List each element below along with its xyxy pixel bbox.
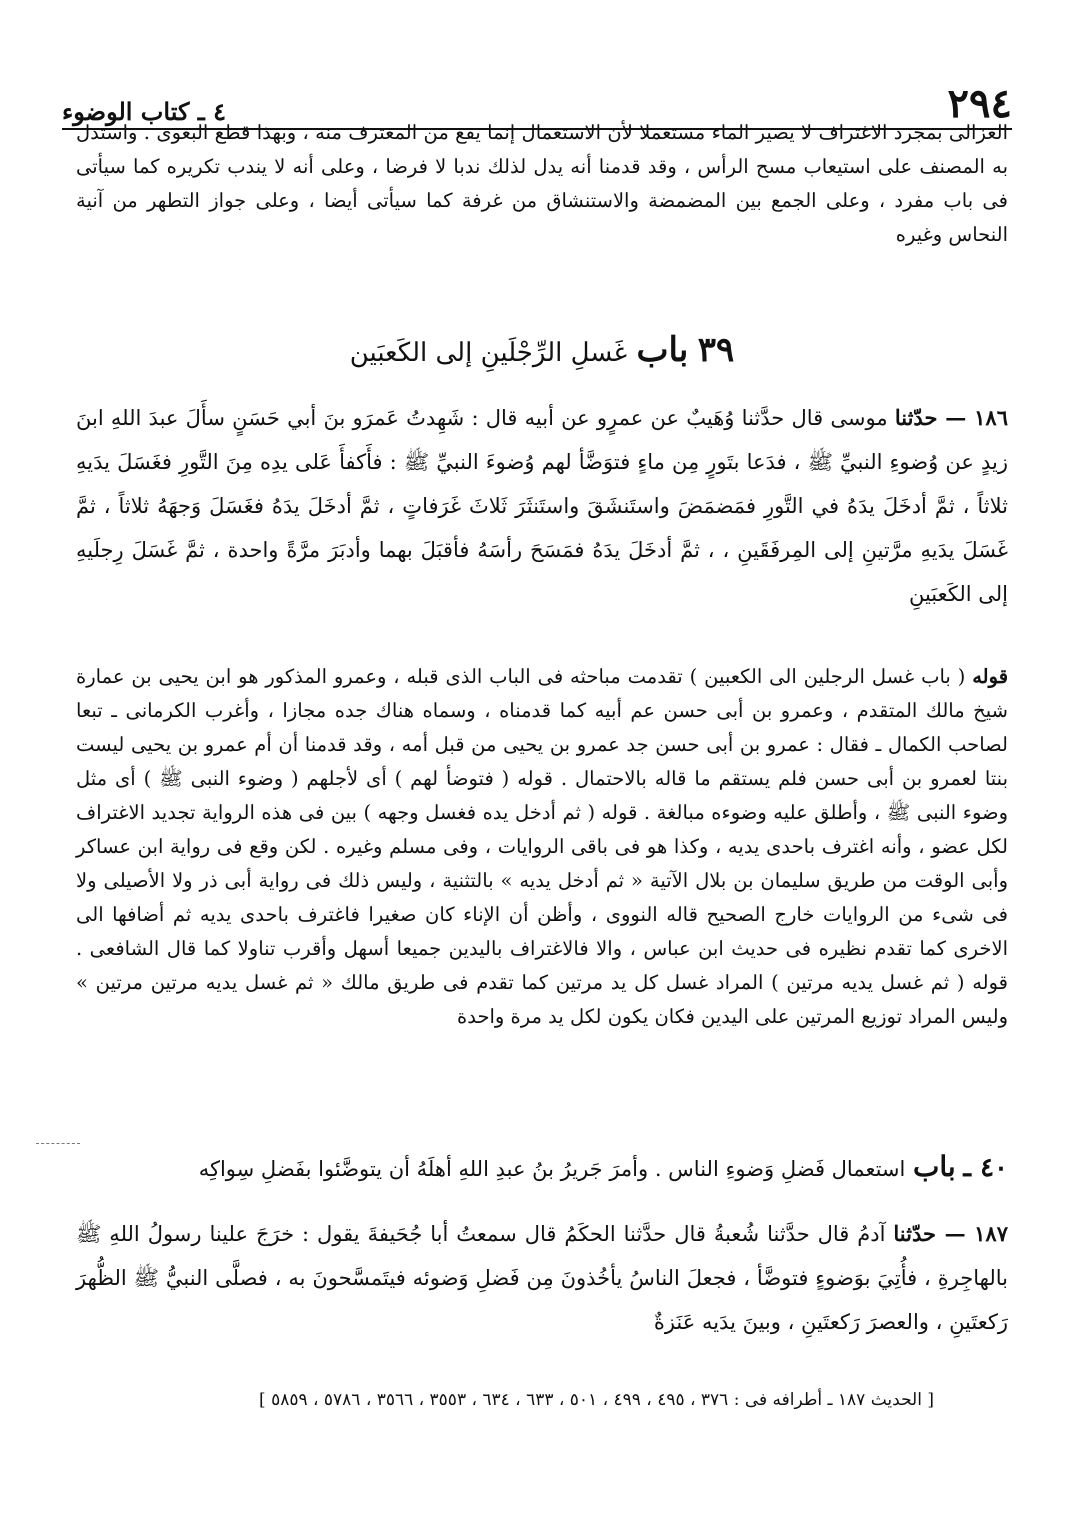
chapter-number: ٣٩	[697, 330, 735, 370]
chapter-title: غَسلِ الرِّجْلَينِ إلى الكَعبَين	[349, 338, 628, 368]
chapter-title: استعمال فَضلِ وَضوءِ الناس . وأمرَ جَريرُ بنُ عبدِ اللهِ أهلَهُ أن يتوضَّئوا بفَضلِ سِواكِه	[198, 1157, 906, 1181]
commentary-continuation: الغزالى بمجرد الاغتراف لا يصير الماء مستعملا لأن الاستعمال إنما يقع من المغترف منه ، وبهذا قطع البغوى . واستدل به المصنف على استيعاب مسح الرأس ، وقد قدمنا أنه يدل لذلك ندبا لا فرضا ، وعلى أنه لا يندب تكريره كما سيأتى فى باب مفرد ، وعلى الجمع بين المضمضة والاستنشاق من غرفة كما سيأتى أيضا ، وعلى جواز التطهر من آنية النحاس وغيره	[76, 121, 1008, 246]
hadith-marker: ١٨٦ — حدّثنا	[894, 405, 1008, 430]
page-number: ٢٩٤	[947, 80, 1012, 127]
hadith-text: آدمُ قال حدَّثنا شُعبةُ قال حدَّثنا الحكَمُ قال سمعتُ أبا جُحَيفةَ يقول : خرَجَ علينا رسولُ اللهِ ﷺ بالهاجِرةِ ، فأُتِيَ بوَضوءٍ فتوضَّأ ، فجعلَ الناسُ يأخُذونَ مِن فَضلِ وَضوئه فيتَمسَّحونَ به ، فصلَّى النبيُّ ﷺ الظُّهرَ رَكعتَينِ ، والعصرَ رَكعتَينِ ، وبينَ يدَيه عَنَزةٌ	[76, 1222, 1008, 1334]
running-head: ٤ ـ كتاب الوضوء	[62, 97, 227, 126]
commentary-text: ( باب غسل الرجلين الى الكعبين ) تقدمت مباحثه فى الباب الذى قبله ، وعمرو المذكور هو ابن يحيى بن عمارة شيخ مالك المتقدم ، وعمرو بن أبى حسن عم أبيه كما قدمناه ، وسماه هناك جده مجازا ، وأغرب الكرمانى ـ تبعا لصاحب الكمال ـ فقال : عمرو بن أبى حسن جد عمرو بن يحيى من قبل أمه ، وقد قدمنا أن أم عمرو بن يحيى ليست بنتا لعمرو بن أبى حسن فلم يستقم ما قاله بالاحتمال . قوله ( فتوضأ لهم ) أى لأجلهم ( وضوء النبى ﷺ ) أى مثل وضوء النبى ﷺ ، وأطلق عليه وضوءه مبالغة . قوله ( ثم أدخل يده فغسل وجهه ) بين فى هذه الرواية تجديد الاغتراف لكل عضو ، وأنه اغترف باحدى يديه ، وكذا هو فى باقى الروايات ، وفى مسلم وغيره . لكن وقع فى رواية ابن عساكر وأبى الوقت من طريق سليمان بن بلال الآتية « ثم أدخل يديه » بالتثنية ، وليس ذلك فى رواية أبى ذر ولا الأصيلى ولا فى شىء من الروايات خارج الصحيح قاله النووى ، وأظن أن الإناء كان صغيرا فاغترف باحدى يديه ثم أضافها الى الاخرى كما تقدم نظيره فى حديث ابن عباس ، والا فالاغتراف باليدين جميعا أسهل وأقرب تناولا كما قال الشافعى . قوله ( ثم غسل يديه مرتين ) المراد غسل كل يد مرتين كما تقدم فى طريق مالك « ثم غسل يديه مرتين مرتين » وليس المراد توزيع المرتين على اليدين فكان يكون لكل يد مرة واحدة	[76, 665, 1008, 1028]
hadith-text: موسى قال حدَّثنا وُهَيبٌ عن عمرٍو عن أبيه قال : شَهِدتُ عَمرَو بنَ أبي حَسَنٍ سأَلَ عبدَ اللهِ ابنَ زيدٍ عن وُضوءِ النبيِّ ﷺ ، فدَعا بتَورٍ مِن ماءٍ فتوَضَّأ لهم وُضوءَ النبيِّ ﷺ : فأَكفأَ عَلى يدِه مِنَ التَّورِ فغَسَلَ يدَيهِ ثلاثاً ، ثمَّ أدخَلَ يدَهُ في التَّورِ فمَضمَضَ واستَنشَقَ واستَنثَرَ ثَلاثَ غَرَفاتٍ ، ثمَّ أدخَلَ يدَهُ فغَسَلَ وَجهَهُ ثلاثاً ، ثمَّ غَسَلَ يدَيهِ مرَّتينِ إلى المِرفَقَينِ ، ، ثمَّ أدخَلَ يدَهُ فمَسَحَ رأسَهُ فأقبَلَ بهما وأدبَرَ مرَّةً واحدة ، ثمَّ غَسَلَ رِجلَيهِ إلى الكَعبَينِ	[76, 406, 1008, 606]
commentary-186	[76, 660, 1008, 1034]
chapter-heading-39	[76, 330, 1008, 370]
chapter-word: باب	[913, 1150, 956, 1183]
chapter-word: باب	[636, 330, 689, 370]
hadith-187	[76, 1212, 1008, 1344]
margin-dash	[36, 1143, 80, 1144]
chapter-number: ٤٠ ـ	[963, 1153, 1008, 1183]
hadith-marker: ١٨٧ — حدّثنا	[893, 1221, 1008, 1246]
footnote-cross-references: [ الحديث ١٨٧ ـ أطرافه فى : ٣٧٦ ، ٤٩٥ ، ٤٩٩ ، ٥٠١ ، ٦٣٣ ، ٦٣٤ ، ٣٥٥٣ ، ٣٥٦٦ ، ٥٧٨٦ ، ٥٨٥٩ ]	[259, 1390, 934, 1410]
hadith-186	[76, 396, 1008, 616]
commentary-lead: قوله	[972, 665, 1009, 688]
chapter-heading-40	[76, 1150, 1008, 1183]
